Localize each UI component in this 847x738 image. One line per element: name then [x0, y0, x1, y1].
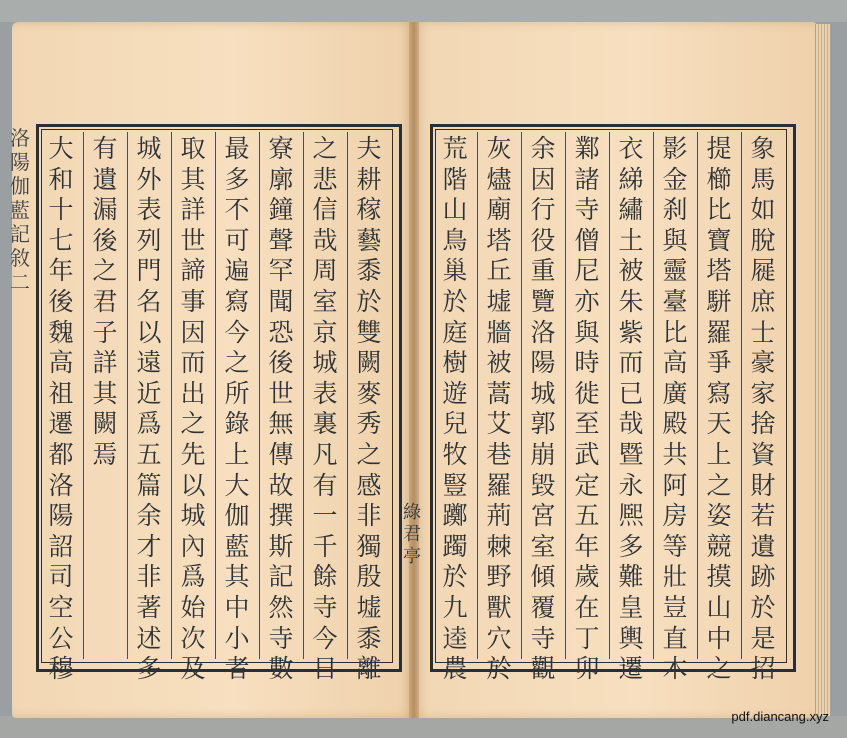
left-column-rule	[259, 132, 260, 659]
right-column-rule	[521, 132, 522, 659]
page-edges	[815, 24, 830, 716]
left-column-3: 寮 廓 鐘 聲 罕 聞 恐 後 世 無 傳 故 撰 斯 記 然 寺 數	[268, 134, 294, 684]
right-column-2: 提 櫛 比 寶 塔 駢 羅 爭 寫 天 上 之 姿 競 摸 山 中 之	[706, 134, 732, 684]
left-column-rule	[127, 132, 128, 659]
left-column-rule	[171, 132, 172, 659]
right-column-rule	[741, 132, 742, 659]
left-column-7: 有 遺 漏 後 之 君 子 詳 其 闕 焉	[92, 134, 118, 469]
colophon-label: 綠 君 亭	[403, 502, 421, 567]
right-column-1: 象 馬 如 脫 屣 庶 士 豪 家 捨 資 財 若 遺 跡 於 是 招	[750, 134, 776, 684]
right-column-4: 衣 綈 繡 土 被 朱 紫 而 已 哉 暨 永 熈 多 難 皇 輿 遷	[618, 134, 644, 684]
left-column-8: 大 和 十 七 年 後 魏 高 祖 遷 都 洛 陽 詔 司 空 公 穆	[48, 134, 74, 684]
right-column-6: 余 因 行 役 重 覽 洛 陽 城 郭 崩 毀 宮 室 傾 覆 寺 觀	[530, 134, 556, 684]
right-column-8: 荒 階 山 鳥 巢 於 庭 樹 遊 兒 牧 豎 躑 躅 於 九 逵 農	[442, 134, 468, 684]
scan-background-top	[0, 0, 847, 22]
left-column-2: 之 悲 信 哉 周 室 京 城 表 裏 凡 有 一 千 餘 寺 今 日	[312, 134, 338, 684]
left-column-6: 城 外 表 列 門 名 以 遠 近 爲 五 篇 余 才 非 著 述 多	[136, 134, 162, 684]
left-column-1: 夫 耕 稼 藝 黍 於 雙 闕 麥 秀 之 感 非 獨 殷 墟 黍 離	[356, 134, 382, 684]
left-column-5: 取 其 詳 世 諦 事 因 而 出 之 先 以 城 內 爲 始 次 及	[180, 134, 206, 684]
scan-background-bottom	[0, 716, 847, 738]
book-gutter	[409, 22, 419, 718]
right-column-rule	[653, 132, 654, 659]
right-column-rule	[697, 132, 698, 659]
left-column-4: 最 多 不 可 遍 寫 今 之 所 錄 上 大 伽 藍 其 中 小 者	[224, 134, 250, 684]
right-column-rule	[477, 132, 478, 659]
left-column-rule	[83, 132, 84, 659]
right-column-5: 鄴 諸 寺 僧 尼 亦 與 時 徙 至 武 定 五 年 歲 在 丁 卯	[574, 134, 600, 684]
right-column-3: 影 金 刹 與 靈 臺 比 高 廣 殿 共 阿 房 等 壯 豈 直 木	[662, 134, 688, 684]
left-column-rule	[303, 132, 304, 659]
left-column-rule	[215, 132, 216, 659]
right-column-rule	[565, 132, 566, 659]
right-column-7: 灰 燼 廟 塔 丘 墟 牆 被 蒿 艾 巷 羅 荊 棘 野 獸 穴 於	[486, 134, 512, 684]
watermark-text: pdf.diancang.xyz	[731, 709, 829, 724]
left-column-rule	[347, 132, 348, 659]
margin-title: 洛 陽 伽 藍 記 敘 二	[10, 126, 30, 294]
right-column-rule	[609, 132, 610, 659]
